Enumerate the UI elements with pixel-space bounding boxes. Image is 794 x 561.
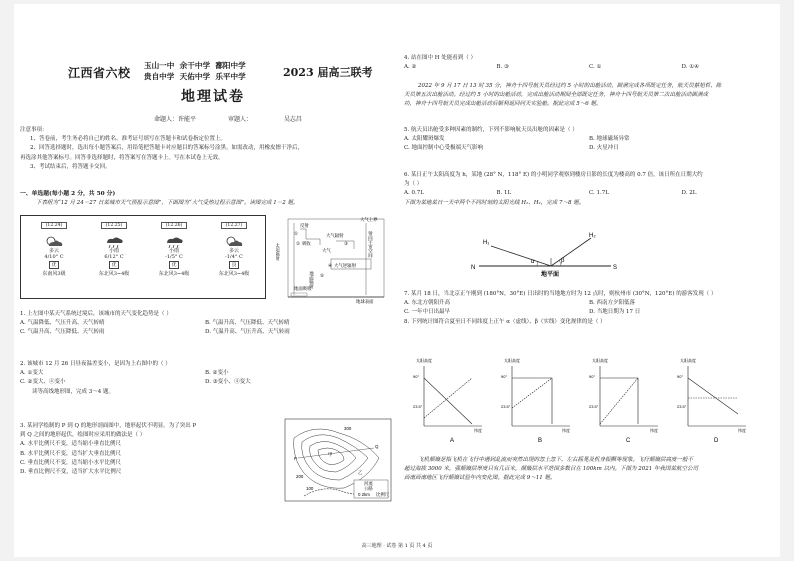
weather-date: (12.25) [101, 222, 127, 229]
solar-altitude-charts [412, 358, 752, 446]
chart-y-title: 太阳高度 [592, 358, 608, 363]
weather-temp: -1/4° C [225, 254, 243, 260]
page-footer: 高三地理 · 试卷 第 1 页 共 4 页 [361, 543, 433, 549]
option-a: A. ①变大 [20, 370, 44, 377]
chart-a [413, 358, 482, 444]
option-c: C. ②变大、④变小 [20, 379, 66, 386]
contour-map [284, 418, 392, 502]
question-stem: 4. 站在图中 H 处能看到（ ） [404, 55, 477, 61]
authors [154, 114, 332, 123]
weather-forecast-panel [20, 215, 266, 299]
option-b: B. 地球磁场异常 [589, 136, 630, 143]
question-7 [404, 290, 774, 327]
school-list [144, 60, 246, 82]
north-label: N [471, 265, 476, 271]
map-legend: 公路 [364, 486, 373, 491]
profile-intro: 下图为某地某日一天中两个不同时刻的太阳光线 H₁、H₂，完成 7～8 题。 [404, 199, 585, 206]
partly-cloudy-icon [43, 235, 65, 249]
chart-tick: 23.5° [413, 404, 423, 409]
reviewer-name: 吴志昌 [283, 116, 302, 123]
diagram-label: 大气辐射 [326, 233, 344, 238]
map-label: 100 [306, 486, 314, 491]
chart-option-label: D [714, 438, 719, 444]
school-list-row-2: 贵自中学 天佑中学 乐平中学 [144, 72, 246, 81]
alpha-label: α [531, 259, 535, 265]
school-name: 江西省六校 [68, 66, 131, 80]
option-c: C. 一年中日出最早 [404, 309, 451, 316]
map-label: Q [375, 444, 379, 449]
reviewer-label: 审题人： [227, 116, 252, 123]
chart-y-title: 太阳高度 [504, 358, 520, 363]
weather-day [25, 222, 83, 296]
passage-line: 超过海拔 3000 米，强颠簸层厚度只有几百米，颠簸层水平范围多数目在 100km 以内。下图为 2021 年我国某航空公司 [404, 466, 699, 473]
chart-x-label: 纬度 [738, 428, 746, 433]
weather-condition: 小雨 [168, 248, 179, 254]
weather-wind: 东北风3~4级 [98, 271, 130, 277]
passage-line: 飞机颠簸是指飞机在飞行中遇到乱流而突然出现的忽上忽下、左右摇晃及机身振颤等现象。飞行颠簸层高度一般不 [418, 457, 694, 463]
question-stem-cont: 到 Q 之间的地形起伏，绘图时应采用的做法是（ ） [20, 432, 146, 439]
weather-condition: 多云 [228, 248, 239, 254]
option-d: D. ③变小、④变大 [205, 379, 251, 386]
question-stem: 5. 航天员出舱受多种因素的制约，下列不影响航天员出舱的因素是（ ） [404, 127, 578, 133]
ground-label: 地平面 [541, 272, 560, 278]
option-c: C. ① [589, 64, 602, 71]
diagram-label: 地面吸收 [294, 286, 312, 291]
chart-tick: 90° [501, 374, 508, 379]
passage-turbulence [404, 456, 774, 484]
weather-temp: 6/12° C [104, 254, 124, 260]
option-b: B. 水平比例尺不变，适当扩大垂直比例尺 [20, 450, 122, 457]
diagram-label: 地球表面 [356, 299, 374, 304]
rain-icon [103, 235, 125, 249]
section-intro: 下表组为“12 月 24－27 日某城市天气预报示意图”，下面图为“大气受热过程示意图”。读图完成 1－2 题。 [36, 200, 299, 207]
question-stem: 2. 该城市 12 月 26 日昼夜温差变小，是因为上右图中的（ ） [20, 361, 171, 367]
chart-option-label: A [450, 438, 455, 444]
chart-y-title: 太阳高度 [416, 358, 432, 363]
option-d: D. 当地日期为 17 日 [589, 309, 641, 316]
chart-x-label: 纬度 [474, 428, 482, 433]
option-b: B. ③ [496, 64, 509, 71]
chart-c [589, 358, 658, 444]
diagram-label: 大气上界 [360, 217, 378, 222]
chart-x-label: 纬度 [650, 428, 658, 433]
question-4 [404, 54, 774, 72]
option-a: A. 0.7L [404, 190, 424, 197]
option-b: B. 1L [496, 190, 512, 197]
question-stem: 7. 某月 18 日，当北京正午刚到 (180°N，30°E) 日出时的当地地方时为 12 点时，则杭州市 (30°N，120°E) 的游客发现（ ） [404, 291, 717, 297]
question-1 [20, 310, 390, 338]
chart-tick: 90° [589, 374, 596, 379]
atmosphere-heating-diagram [276, 215, 388, 307]
beta-label: β [561, 258, 565, 264]
ray-h1-label: H₁ [483, 240, 490, 246]
map-legend: 河流 [364, 481, 373, 486]
option-c: C. 气温升高、气压降低、天气转雨 [20, 329, 105, 336]
air-quality: 优 [109, 261, 119, 269]
option-b: B. 气温升高、气压降低、天气转晴 [205, 320, 290, 327]
option-a: A. 水平比例尺不变，适当缩小垂直比例尺 [20, 441, 121, 448]
notes-heading: 注意事项： [20, 127, 48, 133]
chart-d [677, 358, 746, 444]
section-1 [20, 190, 390, 208]
author: 命题人：许能平 [154, 116, 197, 123]
diagram-marker: ⑤ [320, 273, 324, 278]
partly-cloudy-icon [223, 235, 245, 249]
sun-angle-diagram [471, 232, 621, 278]
weather-temp: -1/5° C [165, 254, 183, 260]
diagram-label: 射向宇宙空间 [368, 231, 374, 258]
air-quality: 优 [169, 261, 179, 269]
weather-date: (12.26) [161, 222, 187, 229]
weather-wind: 东南风3级 [42, 271, 66, 277]
chart-tick: 90° [413, 374, 420, 379]
option-b: B. 西南方夕阳低落 [589, 300, 636, 307]
exam-name: 2023 届高三联考 [283, 66, 373, 79]
chart-tick: 23.5° [589, 404, 599, 409]
note-item: 1、答卷前，考生务必将自己的姓名、准考证号填写在答题卡和试卷指定位置上。 [30, 136, 227, 143]
option-c: C. 垂直比例尺不变，适当缩小水平比例尺 [20, 459, 122, 466]
question-stem: 6. 某日正午太阳高度为 h，某地 (28° N，118° E) 的小明同学观察到楼房日影的长度为楼高的 0.7 倍，该日所在日期大约 [404, 172, 703, 178]
section-heading: 一、单选题(每小题 2 分，共 50 分) [20, 191, 116, 197]
question-2 [20, 360, 390, 397]
chart-option-label: C [626, 438, 631, 444]
weather-date: (12.24) [41, 222, 67, 229]
passage-line: 功，神舟十四号航天员完成出舱活动后顺利返回问天实验舱。据此完成 5～6 题。 [404, 101, 602, 108]
exam-page [14, 4, 780, 557]
question-3 [20, 422, 282, 477]
weather-day [205, 222, 263, 296]
question-6 [404, 171, 774, 208]
option-b: B. ②变小 [205, 370, 229, 377]
south-label: S [613, 265, 618, 271]
question-stem-cont: 为（ ） [404, 181, 423, 188]
diagram-label: 大气逆辐射 [334, 263, 356, 268]
map-label: 乙 [358, 470, 363, 475]
school-list-row-1: 玉山一中 余干中学 鄱阳中学 [144, 61, 246, 70]
ray-h2-label: H₂ [589, 233, 596, 239]
option-d: D. 垂直比例尺不变，适当扩大水平比例尺 [20, 469, 122, 476]
passage-line: 2022 年 9 月 17 日 13 时 35 分，神舟十四号航天员经过约 5 小时的出舱活动，圆满完成各项既定任务，航天员蔡旭哲、陈 [418, 83, 722, 89]
map-label: 200 [296, 474, 304, 479]
chart-tick: 23.5° [677, 404, 687, 409]
weather-day [85, 222, 143, 296]
air-quality: 优 [49, 261, 59, 269]
question-5 [404, 126, 774, 154]
passage-line: 天员第五次出舱活动。经过约 5 小时的出舱活动，完成出舱活动期间全部既定任务，神舟十四号航天员第二次出舱活动圆满成 [404, 92, 708, 99]
option-a: A. 气温降低、气压升高、天气转晴 [20, 320, 105, 327]
map-legend: 0 2km [358, 492, 370, 497]
weather-date: (12.27) [221, 222, 247, 229]
weather-wind: 东北风3~4级 [218, 271, 250, 277]
passage-spacewalk [404, 82, 774, 110]
notes [20, 126, 390, 172]
option-a: A. 东北方朝阳升高 [404, 300, 450, 307]
chart-tick: 90° [677, 374, 684, 379]
option-c: C. 地面控制中心受极端天气影响 [404, 145, 484, 152]
weather-wind: 东北风3~4级 [158, 271, 190, 277]
question-stem: 1. 上左图中某天气系统过境后，该城市的天气变化趋势是（ ） [20, 311, 172, 317]
option-d: D. ①④ [681, 64, 700, 71]
chart-b [501, 358, 570, 444]
paper-title: 地理试卷 [181, 89, 245, 105]
note-item: 3、考试结束后，将答题卡交回。 [30, 163, 111, 170]
diagram-label: 吸收 [302, 241, 311, 246]
chart-tick: 23.5° [501, 404, 511, 409]
rain-icon [163, 235, 185, 249]
option-d: D. 气温升高、气压升高、天气转雨 [205, 329, 290, 336]
option-a: A. ② [404, 64, 417, 71]
map-label: P [294, 456, 297, 461]
school-header [68, 60, 398, 86]
diagram-label: 大气 [322, 248, 331, 253]
diagram-marker: ③ [344, 241, 348, 246]
chart-y-title: 太阳高度 [680, 358, 696, 363]
weather-temp: 4/10° C [44, 254, 64, 260]
map-legend: 比例尺 [376, 492, 390, 497]
question-stem: 3. 某同学绘制的 P 到 Q 的地形剖面图中，地形起伏不明显。为了突出 P [20, 423, 197, 429]
question-8-stem: 8. 下列统计图符合夏至日不同纬度上正午 α（虚线）、β（实线）变化规律的是（ ） [404, 318, 606, 325]
option-c: C. 1.7L [589, 190, 609, 197]
chart-option-label: B [538, 438, 543, 444]
option-d: D. 火星冲日 [589, 145, 619, 152]
note-item: 再选涂其他答案标号。回答非选择题时，将答案写在答题卡上。写在本试卷上无效。 [20, 154, 224, 161]
chart-x-label: 纬度 [562, 428, 570, 433]
weather-condition: 多云 [48, 248, 59, 254]
map-label: 甲 [328, 452, 333, 457]
passage-line: 西南西南地区飞行颠簸试验年内变化图。据此完成 9～11 题。 [404, 475, 556, 482]
diagram-label: 地面辐射 [309, 271, 315, 289]
diagram-label: 太阳辐射 [276, 243, 281, 261]
map-intro: 读等高线地形图，完成 3～4 题。 [32, 388, 114, 395]
diagram-marker: ② [296, 241, 300, 246]
option-a: A. 太阳耀斑爆发 [404, 136, 445, 143]
map-label: 300 [344, 426, 352, 431]
diagram-marker: ④ [328, 263, 332, 268]
option-d: D. 2L [681, 190, 697, 197]
air-quality: 良 [229, 261, 239, 269]
note-item: 2、回答选择题时，选出每小题答案后，用铅笔把答题卡对应题目的答案标号涂黑。如需改动，用橡皮擦干净后， [30, 145, 304, 152]
diagram-marker: ① [294, 231, 298, 236]
diagram-label: 反射 [300, 223, 309, 228]
weather-condition: 小雨 [108, 248, 119, 254]
weather-day [145, 222, 203, 296]
